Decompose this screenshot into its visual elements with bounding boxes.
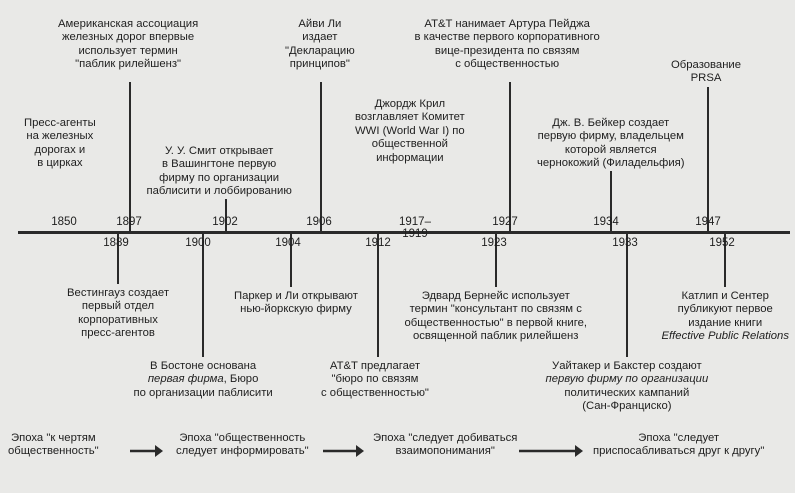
event-line: Вестингауз создает [67,287,170,299]
event-line: общественность" [8,445,99,458]
era-label [8,432,99,459]
event-line: Эдвард Бернейс использует [421,290,570,302]
event-line: Катлип и Сентер [681,290,769,302]
event-top [58,18,198,72]
event-line: на железных [26,130,94,143]
event-line: приспосабливаться друг к другу" [593,445,765,458]
event-bottom [234,290,358,317]
event-line: первый отдел [81,300,155,313]
event-line: общественной [371,138,448,151]
event-line: железных дорог впервые [62,31,195,44]
event-bottom [405,290,588,344]
event-line: нью-йоркскую фирму [240,303,352,316]
year-label-top: 1897 [116,216,142,228]
event-line: взаимопонимания" [395,445,495,458]
event-line: "паблик рилейшенз" [75,58,182,71]
event-line: вице-президента по связям [434,44,580,57]
event-line: Effective Public Relations [661,330,789,343]
event-line: в Вашингтоне первую [162,158,277,171]
event-line: WWI (World War I) по [355,124,465,137]
event-line: первую фирму, владельцем [537,130,684,143]
year-label-bottom: 1904 [275,237,301,249]
year-label-top: 1850 [51,216,77,228]
event-line: У. У. Смит открывает [165,145,274,157]
era-arrow [130,445,163,457]
event-line: Эпоха "следует [638,432,720,444]
year-label-bottom: 1923 [481,237,507,249]
era-label [593,432,764,459]
year-label-bottom: 1912 [365,237,391,249]
event-line: возглавляет Комитет [355,111,465,124]
event-line: политических кампаний [564,386,690,399]
event-line: дорогах и [34,143,86,156]
event-line: корпоративных [78,313,158,326]
event-line: с общественностью [455,58,560,71]
event-line: использует термин [78,44,178,57]
year-label-top: 1917–1919 [399,216,431,240]
event-line: Эпоха "общественность [179,432,306,444]
event-bottom [67,287,169,341]
event-line: Образование [671,59,742,71]
event-line: с общественностью" [321,386,429,399]
event-line: публикуют первое [677,303,773,316]
event-line: которой является [564,143,657,156]
year-label-bottom: 1889 [103,237,129,249]
event-line: фирму по организации [159,171,280,184]
event-top [415,18,600,72]
year-label-top: 1902 [212,216,238,228]
year-label-bottom: 1933 [612,237,638,249]
event-top [24,117,96,171]
event-line: первую фирму по организации [545,373,709,386]
event-line: следует информировать" [176,445,309,458]
era-arrow [519,445,583,457]
event-line: издание книги [688,316,763,329]
event-bottom [546,360,709,414]
event-line: PRSA [690,72,722,85]
era-arrow [323,445,364,457]
event-line: AT&T нанимает Артура Пейджа [424,18,590,30]
event-line: паблисити и лоббированию [146,185,292,198]
year-label-top: 1927 [492,216,518,228]
event-bottom [134,360,273,400]
event-line: Пресс-агенты [24,117,96,129]
event-line: "Декларацию [285,44,355,57]
year-label-top: 1947 [695,216,721,228]
event-bottom [321,360,429,400]
event-bottom [662,290,789,344]
event-line: общественностью" в первой книге, [404,316,587,329]
year-label-top: 1934 [593,216,619,228]
event-line: Дж. В. Бейкер создает [552,117,670,129]
event-line: по организации паблисити [133,386,273,399]
era-label [373,432,517,459]
event-line: издает [302,31,338,44]
event-line: в качестве первого корпоративного [414,31,600,44]
event-line: В Бостоне основана [150,360,257,372]
event-line: чернокожий (Филадельфия) [537,157,685,170]
event-emphasis: первая фирма [147,373,224,386]
event-line: освященной паблик рилейшенз [413,330,579,343]
event-line: Айви Ли [298,18,342,30]
event-text: , Бюро [223,373,259,386]
event-top [147,145,292,199]
event-line: (Сан-Франциско) [582,400,672,413]
event-line: Паркер и Ли открывают [234,290,358,302]
event-line: термин "консультант по связям с [409,303,582,316]
era-label [176,432,309,459]
event-line: AT&T предлагает [329,360,421,372]
event-line: в цирках [37,157,83,170]
event-top [355,98,465,165]
event-line: "бюро по связям [331,373,419,386]
event-line: Американская ассоциация [58,18,199,30]
event-top [671,59,741,86]
event-top [537,117,685,171]
event-line: Эпоха "следует добиваться [373,432,518,444]
event-line: принципов" [289,58,350,71]
event-line [134,373,273,386]
event-line: Уайтакер и Бакстер создают [552,360,702,372]
event-line: информации [376,151,444,164]
event-line: пресс-агентов [81,327,155,340]
event-line: Джордж Крил [374,98,446,110]
event-line: Эпоха "к чертям [10,432,96,444]
event-top [285,18,355,72]
year-label-bottom: 1900 [185,237,211,249]
year-label-bottom: 1952 [709,237,735,249]
year-label-top: 1906 [306,216,332,228]
